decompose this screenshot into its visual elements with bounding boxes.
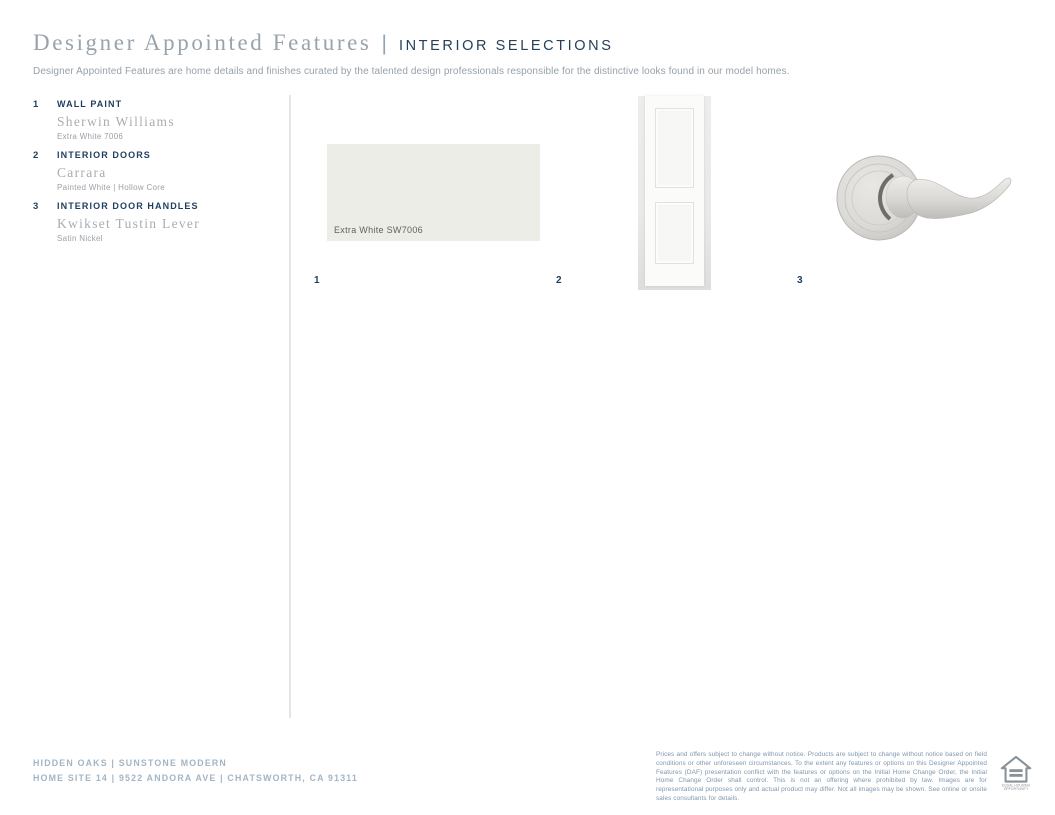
selection-name: Kwikset Tustin Lever [57,216,201,231]
door-panel-bottom [655,202,694,264]
figure-number-3: 3 [797,275,803,286]
home-site-address: HOME SITE 14 | 9522 ANDORA AVE | CHATSWORTH, CA 91311 [33,773,358,783]
equal-housing-logo [999,755,1033,791]
selection-category: INTERIOR DOOR HANDLES [57,201,199,211]
figure-number-2: 2 [556,275,562,286]
selection-detail: Satin Nickel [57,234,103,243]
door-panel-top [655,108,694,188]
selection-number: 1 [33,99,39,110]
selection-item-interior-doors [33,150,288,192]
selection-header [33,99,288,110]
equal-housing-icon [999,755,1033,791]
community-name: HIDDEN OAKS | SUNSTONE MODERN [33,758,227,768]
title-separator: | [381,32,387,55]
interior-door-image [638,96,711,290]
paint-swatch [327,144,540,241]
selection-item-wall-paint [33,99,288,141]
page-header [33,30,614,56]
door-lever-illustration [835,150,1013,246]
door-handle-image [835,150,1013,246]
door-slab [645,96,704,286]
selection-number: 3 [33,201,39,212]
eho-text-line2: OPPORTUNITY [1003,787,1029,791]
selection-name: Carrara [57,165,107,180]
section-title: INTERIOR SELECTIONS [398,38,614,54]
paint-swatch-label: Extra White SW7006 [334,225,423,235]
selection-detail: Extra White 7006 [57,132,124,141]
legal-disclaimer: Prices and offers subject to change without notice. Products are subject to change without notice based on field conditions or other unforeseen circumstances. To the extent any features or options on this Designer Appointed Features (DAF) presentation conflict with the features or options on the Initial Home Change Order, the Initial Home Change Order shall control. This is not an offering where prohibited by law. Images are for representational purposes only and actual product may differ. Not all images may be shown. See online or onsite sales consultants for details. [656,751,987,803]
selection-category: WALL PAINT [57,99,123,109]
selection-item-door-handles [33,201,288,243]
selection-detail: Painted White | Hollow Core [57,183,165,192]
selection-header [33,150,288,161]
figure-number-1: 1 [314,275,320,286]
eho-text-line1: EQUAL HOUSING [1001,783,1031,788]
selection-category: INTERIOR DOORS [57,150,151,160]
selection-header [33,201,288,212]
selection-number: 2 [33,150,39,161]
vertical-divider [289,95,291,718]
selection-name: Sherwin Williams [57,114,175,129]
page-subtitle: Designer Appointed Features are home details and finishes curated by the talented design professionals responsible for the distinctive looks found in our model homes. [33,66,790,77]
page-title: Designer Appointed Features [33,30,372,55]
